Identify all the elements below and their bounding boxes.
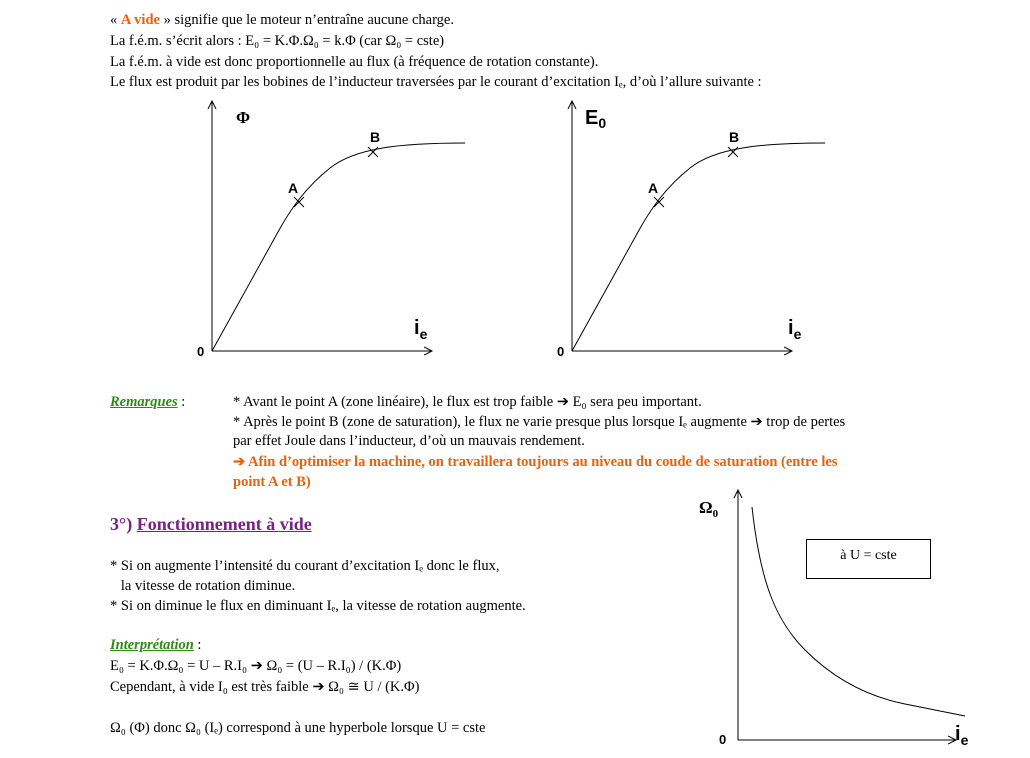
graph3-xlabel: $i_e$ — [955, 723, 969, 748]
remark-4: ➔ Afin d’optimiser la machine, on travaillera toujours au niveau du coude de saturation (entre les — [233, 454, 838, 470]
emf-graph — [557, 101, 825, 359]
graph1-ylabel: Φ — [236, 108, 251, 127]
flux-graph — [197, 101, 465, 359]
intro-line-1: « A vide » signifie que le moteur n’entraîne aucune charge. — [110, 12, 454, 28]
intro-line-4: Le flux est produit par les bobines de l’inducteur traversées par le courant d’excitation Iₑ, d’où l’allure suivante : — [110, 74, 762, 90]
body-line-2: la vitesse de rotation diminue. — [110, 578, 296, 594]
body-line-1: * Si on augmente l’intensité du courant d’excitation Iₑ donc le flux, — [110, 558, 500, 574]
speed-graph — [699, 490, 969, 748]
interpretation-line-3: Ω₀ (Φ) donc Ω₀ (Iₑ) correspond à une hyperbole lorsque U = cste — [110, 720, 486, 736]
graph2-mark-b — [728, 147, 738, 157]
intro-line-2: La f.é.m. s’écrit alors : E₀ = K.Φ.Ω₀ = k.Φ (car Ω₀ = cste) — [110, 33, 445, 49]
remark-2: * Après le point B (zone de saturation), le flux ne varie presque plus lorsque Iₑ augmente ➔ trop de pertes — [233, 414, 846, 430]
remark-3: par effet Joule dans l’inducteur, d’où un mauvais rendement. — [233, 433, 585, 449]
body-line-3: * Si on diminue le flux en diminuant Iₑ, la vitesse de rotation augmente. — [110, 598, 526, 614]
graph2-point-b: B — [729, 129, 740, 145]
remarques-label: Remarques : — [110, 394, 186, 410]
section-heading: 3°) Fonctionnement à vide — [110, 514, 312, 534]
graph2-ylabel: $E_0$ — [585, 107, 607, 131]
graph3-ylabel: $\Omega_0$ — [699, 498, 719, 520]
interpretation-line-1: E₀ = K.Φ.Ω₀ = U – R.I₀ ➔ Ω₀ = (U – R.I₀) / (K.Φ) — [110, 658, 402, 674]
graph1-mark-b — [368, 147, 378, 157]
condition-box: à U = cste — [806, 539, 931, 579]
graph2-origin: 0 — [557, 344, 565, 359]
graph2-xlabel: $i_e$ — [788, 317, 802, 342]
graph1-point-a: A — [288, 180, 299, 196]
graph1-xlabel: $i_e$ — [414, 317, 428, 342]
graph2-mark-a — [654, 197, 664, 207]
interpretation-label: Interprétation : — [110, 637, 202, 653]
graph1-origin: 0 — [197, 344, 205, 359]
graph1-curve — [212, 143, 465, 351]
remark-5: point A et B) — [233, 474, 311, 490]
remark-1: * Avant le point A (zone linéaire), le flux est trop faible ➔ E₀ sera peu important. — [233, 394, 702, 410]
graph1-point-b: B — [370, 129, 381, 145]
interpretation-line-2: Cependant, à vide I₀ est très faible ➔ Ω₀ ≅ U / (K.Φ) — [110, 679, 420, 695]
graph3-origin: 0 — [719, 732, 727, 747]
intro-line-3: La f.é.m. à vide est donc proportionnelle au flux (à fréquence de rotation constante). — [110, 54, 599, 70]
graph2-point-a: A — [648, 180, 659, 196]
graph1-mark-a — [294, 197, 304, 207]
